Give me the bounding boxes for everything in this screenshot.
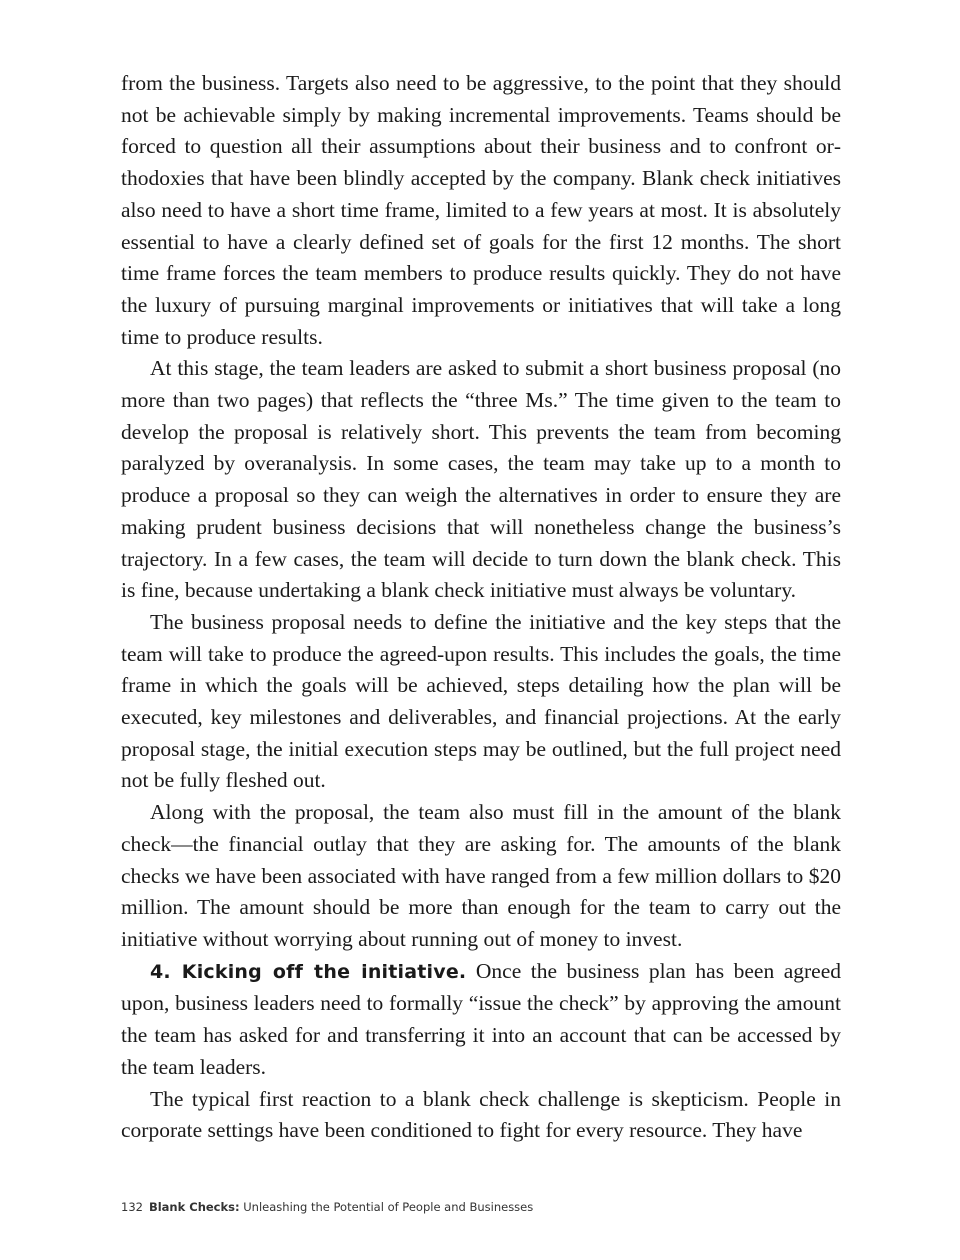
paragraph-business-proposal: At this stage, the team leaders are asked to submit a short business proposal (no more than two pages) that reflects the “three Ms.” The time given to the team to develop the proposal is relatively short. This prevents the team from becoming paralyzed by overanalysis. In some cases, the team may take up to a month to produce a proposal so they can weigh the alternatives in order to ensure they are making prudent business decisions that will nonetheless change the business’s trajectory. In a few cases, the team will decide to turn down the blank check. This is fine, because undertaking a blank check initiative must always be voluntary. — [121, 356, 841, 603]
paragraph-check-amount: Along with the proposal, the team also must fill in the amount of the blank check—the financial outlay that they are asking for. The amounts of the blank checks we have been associated with have ranged from a few million dollars to $20 million. The amount should be more than enough for the team to carry out the initiative without worrying about running out of money to invest. — [121, 800, 841, 951]
book-title: Blank Checks: — [148, 1200, 240, 1214]
paragraph-skepticism: The typical first reaction to a blank check challenge is skepticism. People in corporate settings have been conditioned to fight for every resource. They have — [121, 1086, 841, 1143]
page-number: 132 — [121, 1200, 143, 1214]
paragraph-kicking-off-text: Once the business plan has been agreed upon, business leaders need to formally “issue the check” by approving the amount the team has asked for and transferring it into an account that can be accessed by the team leaders. — [121, 958, 841, 1079]
book-subtitle: Unleashing the Potential of People and Businesses — [239, 1200, 534, 1214]
body-text — [121, 68, 841, 1147]
paragraph-proposal-contents: The business proposal needs to define the initiative and the key steps that the team will take to produce the agreed-upon results. This includes the goals, the time frame in which the goals will be achieved, steps detailing how the plan will be executed, key milestones and deliverables, and financial projections. At the early proposal stage, the initial execution steps may be outlined, but the full project need not be fully fleshed out. — [121, 609, 841, 793]
running-footer — [121, 1200, 533, 1214]
step-heading: 4. Kicking off the initiative. — [150, 960, 467, 983]
paragraph-continued-targets: from the business. Targets also need to be aggressive, to the point that they should not be achievable simply by making incremental improvements. Teams should be forced to question all their assumptions about their business and to confront orthodoxies that have been blindly accepted by the company. Blank check initiatives also need to have a short time frame, limited to a few years at most. It is absolutely essential to have a clearly defined set of goals for the first 12 months. The short time frame forces the team members to produce results quickly. They do not have the luxury of pursuing marginal improvements or initiatives that will take a long time to produce results. — [121, 71, 841, 349]
paragraph-kicking-off — [121, 956, 841, 1084]
